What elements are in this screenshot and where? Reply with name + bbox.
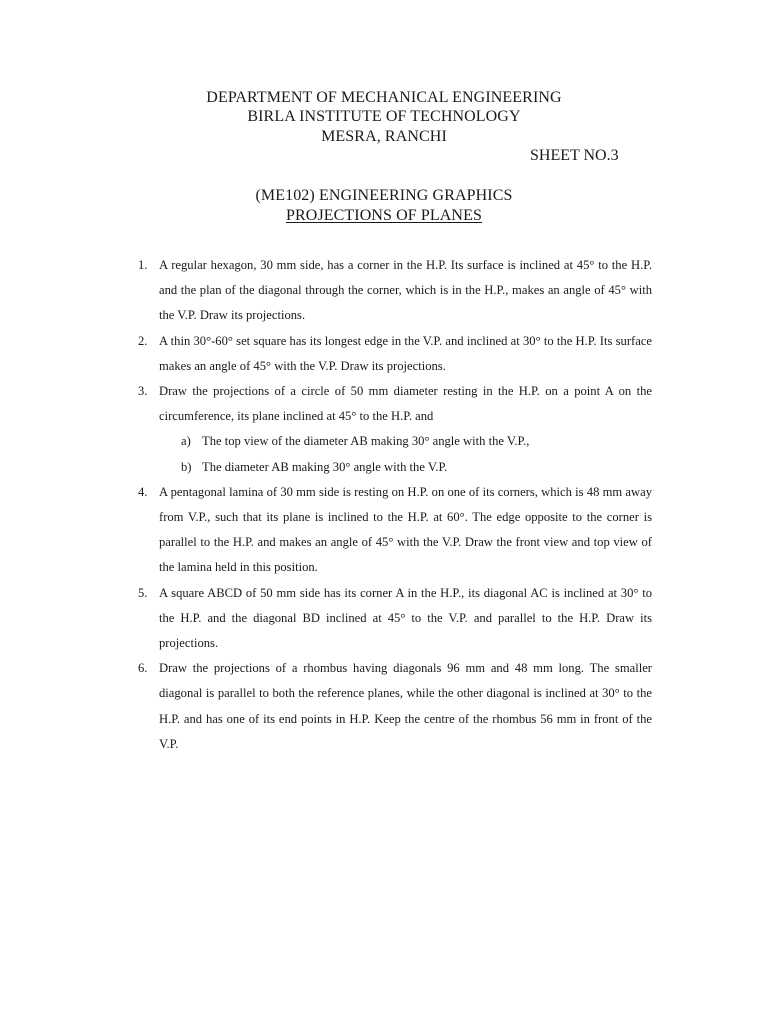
question-item xyxy=(0,581,652,657)
sub-question-mark: a) xyxy=(181,434,191,449)
sub-question-text: The diameter AB making 30° angle with the V.P. xyxy=(202,459,448,474)
question-number: 3. xyxy=(138,384,148,399)
question-item xyxy=(0,329,652,379)
question-item xyxy=(0,656,652,757)
sheet-number: SHEET NO.3 xyxy=(530,147,619,164)
question-list xyxy=(0,253,768,757)
sub-question-mark: b) xyxy=(181,459,192,474)
question-item xyxy=(0,253,652,329)
question-item xyxy=(0,480,652,581)
question-text: A square ABCD of 50 mm side has its corner A in the H.P., its diagonal AC is inclined at 30° to the H.P. and the diagonal BD inclined at 45° to the V.P. and parallel to the H.P. Draw its projections. xyxy=(159,585,652,651)
sub-question-item xyxy=(159,429,652,454)
sub-question-item xyxy=(159,455,652,480)
question-text: Draw the projections of a circle of 50 mm diameter resting in the H.P. on a point A on the circumference, its plane inclined at 45° to the H.P. and xyxy=(159,384,652,424)
question-text: A pentagonal lamina of 30 mm side is resting on H.P. on one of its corners, which is 48 mm away from V.P., such that its plane is inclined to the H.P. at 60°. The edge opposite to the corner is parallel to the H.P. and makes an angle of 45° with the V.P. Draw the front view and top view of the lamina held in this position. xyxy=(159,484,652,575)
question-item xyxy=(0,379,652,480)
sub-question-text: The top view of the diameter AB making 30° angle with the V.P., xyxy=(202,434,530,449)
course-title: (ME102) ENGINEERING GRAPHICS xyxy=(255,187,513,204)
department-heading: DEPARTMENT OF MECHANICAL ENGINEERING xyxy=(206,89,562,106)
question-number: 6. xyxy=(138,661,148,676)
question-number: 2. xyxy=(138,333,148,348)
location-heading: MESRA, RANCHI xyxy=(321,128,447,145)
question-number: 1. xyxy=(138,258,148,272)
question-text: Draw the projections of a rhombus having diagonals 96 mm and 48 mm long. The smaller diagonal is parallel to both the reference planes, while the other diagonal is inclined at 30° to the H.P. and has one of its end points in H.P. Keep the centre of the rhombus 56 mm in front of the V.P. xyxy=(159,661,652,751)
institute-heading: BIRLA INSTITUTE OF TECHNOLOGY xyxy=(247,108,521,125)
question-text: A regular hexagon, 30 mm side, has a corner in the H.P. Its surface is inclined at 45° to the H.P. and the plan of the diagonal through the corner, which is in the H.P., makes an angle of 45° with the V.P. Draw its projections. xyxy=(159,258,652,323)
subject-title: PROJECTIONS OF PLANES xyxy=(286,207,482,224)
question-number: 5. xyxy=(138,585,148,600)
question-text: A thin 30°-60° set square has its longest edge in the V.P. and inclined at 30° to the H.P. Its surface makes an angle of 45° with the V.P. Draw its projections. xyxy=(159,333,652,373)
question-number: 4. xyxy=(138,484,148,499)
sub-question-list xyxy=(159,429,652,479)
